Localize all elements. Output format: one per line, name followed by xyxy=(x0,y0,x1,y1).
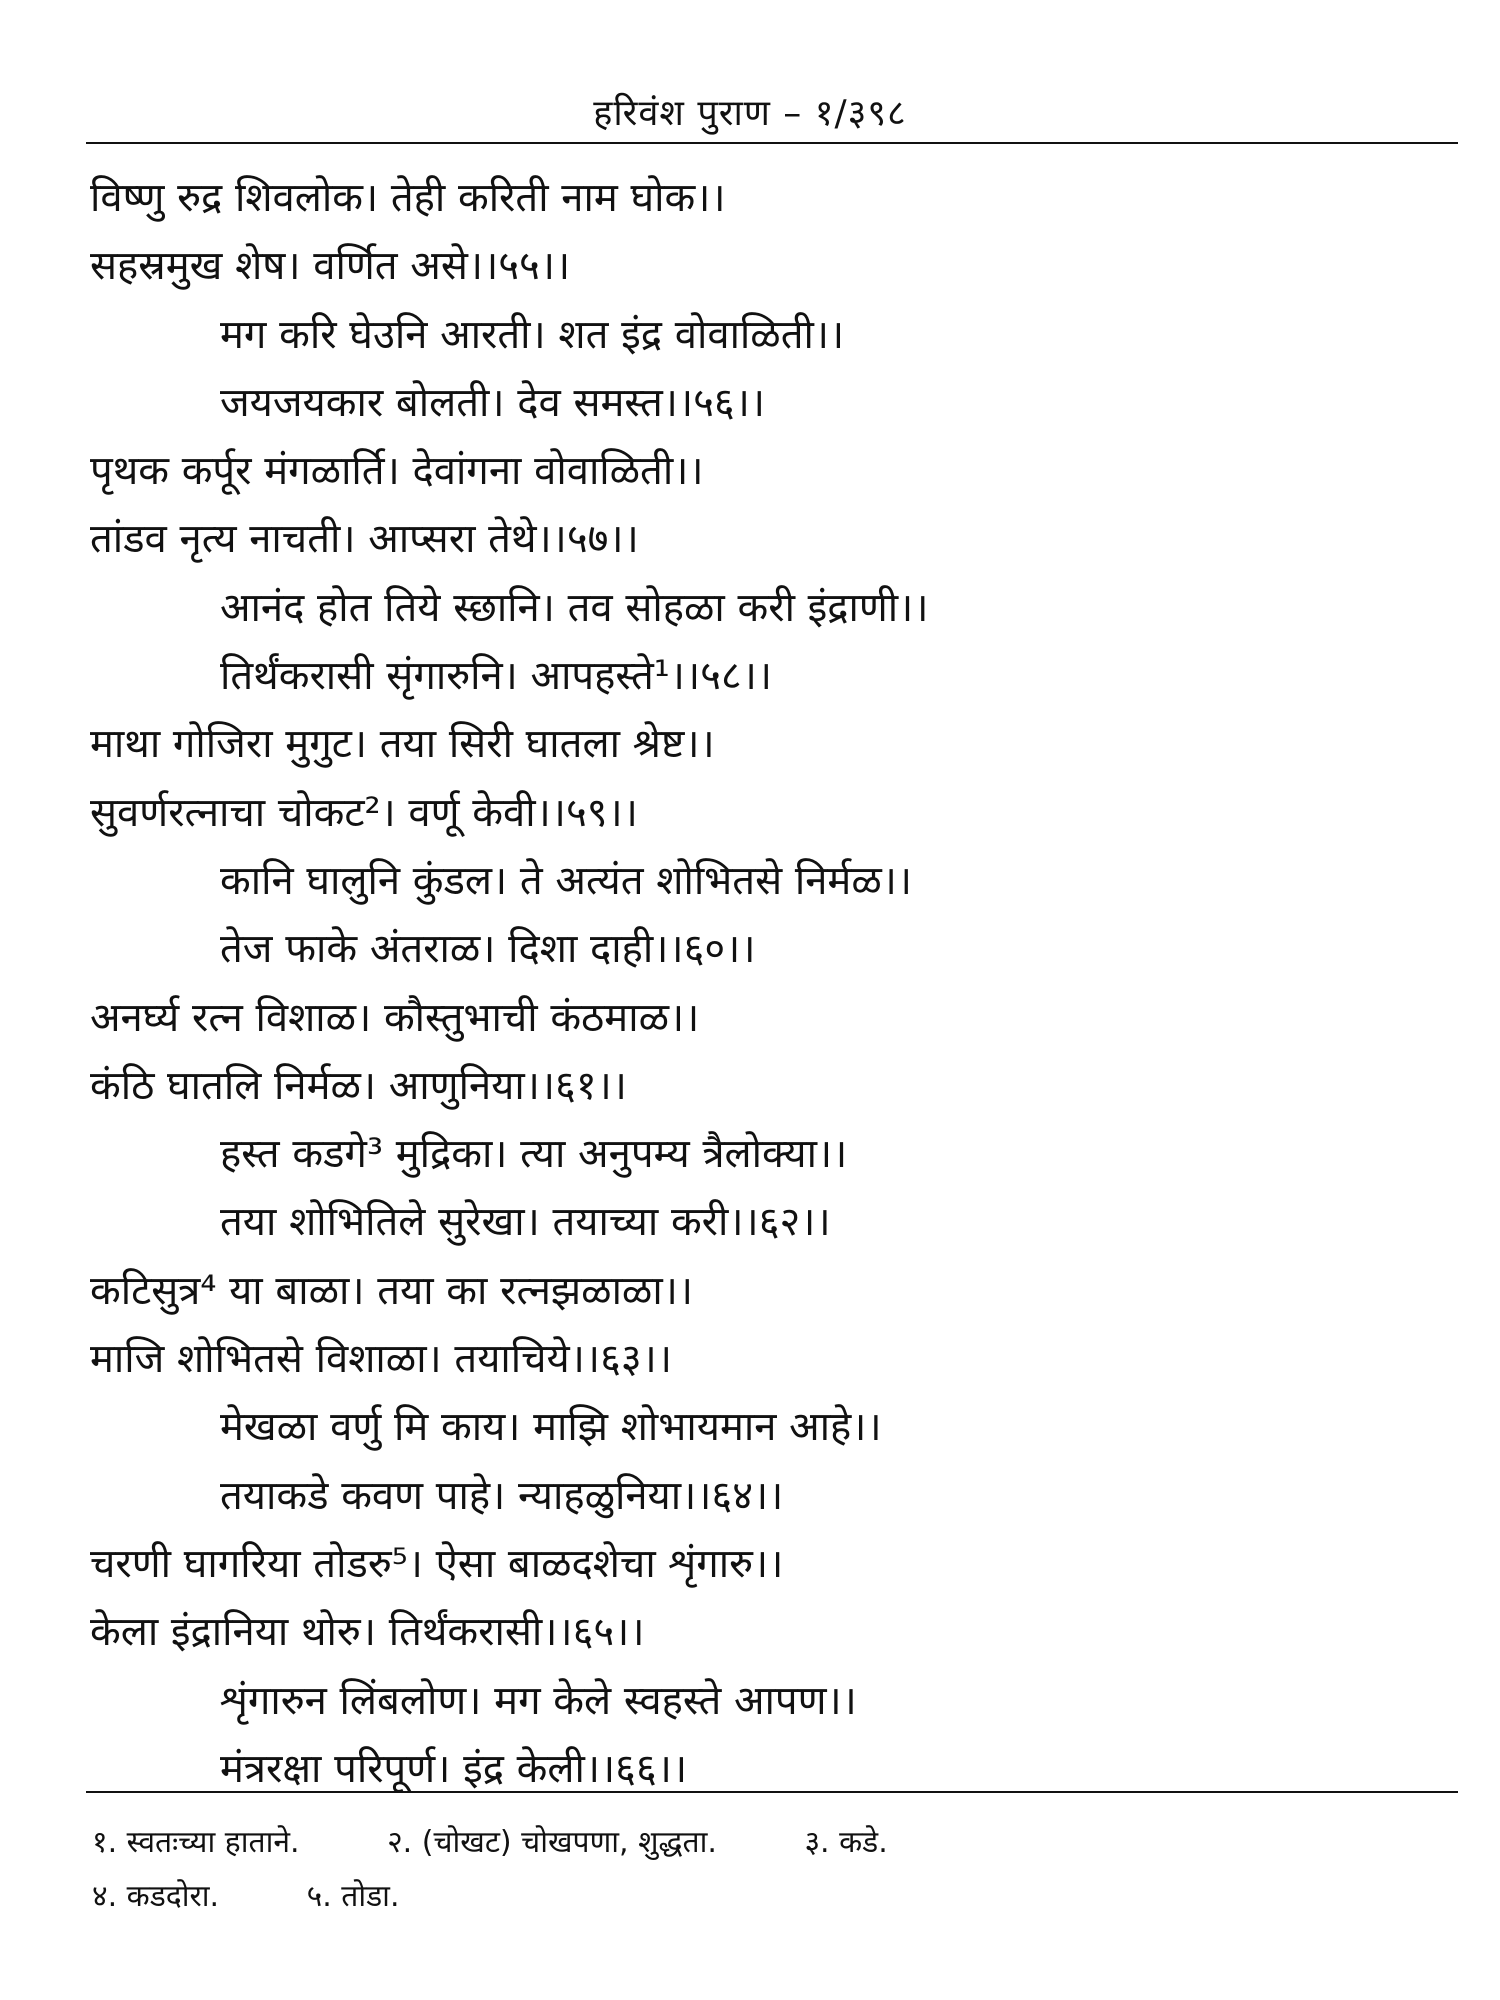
header-divider xyxy=(86,142,1458,144)
footnote-item: २. (चोखट) चोखपणा, शुद्धता. xyxy=(387,1825,717,1860)
verse-line: माथा गोजिरा मुगुट। तया सिरी घातला श्रेष्ट।। xyxy=(90,721,715,768)
verse-line: विष्णु रुद्र शिवलोक। तेही करिती नाम घोक।। xyxy=(90,175,726,221)
verse-line: हस्त कडगे³ मुद्रिका। त्या अनुपम्य त्रैलोक्या।। xyxy=(220,1131,848,1178)
verse-line: मेखळा वर्णु मि काय। माझि शोभायमान आहे।। xyxy=(220,1404,882,1451)
verse-line: आनंद होत तिये स्छानि। तव सोहळा करी इंद्राणी।। xyxy=(220,584,929,631)
verse-line: जयजयकार बोलती। देव समस्त।।५६।। xyxy=(220,379,766,426)
verse-line: कंठि घातलि निर्मळ। आणुनिया।।६१।। xyxy=(90,1062,627,1109)
footnotes xyxy=(92,1816,1452,1924)
verse-line: तयाकडे कवण पाहे। न्याहळुनिया।।६४।। xyxy=(220,1472,784,1519)
footnote-item: ४. कडदोरा. xyxy=(92,1879,220,1914)
footnote-item: ३. कडे. xyxy=(804,1825,888,1860)
verse-block xyxy=(90,164,1450,1803)
verse-line: पृथक कर्पूर मंगळार्ति। देवांगना वोवाळिती।। xyxy=(90,448,704,495)
footnote-divider xyxy=(86,1791,1458,1793)
footnote-row xyxy=(92,1816,1452,1870)
verse-line: अनर्घ्य रत्न विशाळ। कौस्तुभाची कंठमाळ।। xyxy=(90,994,700,1041)
verse-line: माजि शोभितसे विशाळा। तयाचिये।।६३।। xyxy=(90,1336,672,1383)
verse-line: तिर्थंकरासी सृंगारुनि। आपहस्ते¹।।५८।। xyxy=(220,653,773,700)
verse-line: सहस्रमुख शेष। वर्णित असे।।५५।। xyxy=(90,243,571,290)
verse-line: कटिसुत्र⁴ या बाळा। तया का रत्नझळाळा।। xyxy=(90,1267,694,1314)
verse-line: तेज फाके अंतराळ। दिशा दाही।।६०।। xyxy=(220,926,756,973)
running-header: हरिवंश पुराण – १/३९८ xyxy=(593,93,907,134)
footnote-row xyxy=(92,1870,1452,1924)
verse-line: मंत्ररक्षा परिपूर्ण। इंद्र केली।।६६।। xyxy=(220,1745,688,1792)
verse-line: केला इंद्रानिया थोरु। तिर्थंकरासी।।६५।। xyxy=(90,1609,645,1656)
footnote-item: १. स्वतःच्या हाताने. xyxy=(92,1825,300,1860)
verse-line: मग करि घेउनि आरती। शत इंद्र वोवाळिती।। xyxy=(220,311,845,358)
verse-line: चरणी घागरिया तोडरु⁵। ऐसा बाळदशेचा शृंगारु।। xyxy=(90,1540,784,1587)
verse-line: तांडव नृत्य नाचती। आप्सरा तेथे।।५७।। xyxy=(90,516,639,563)
verse-line: सुवर्णरत्नाचा चोकट²। वर्णू केवी।।५९।। xyxy=(90,789,638,836)
verse-line: कानि घालुनि कुंडल। ते अत्यंत शोभितसे निर्मळ।। xyxy=(220,857,913,904)
verse-line: शृंगारुन लिंबलोण। मग केले स्वहस्ते आपण।। xyxy=(220,1677,857,1724)
footnote-item: ५. तोडा. xyxy=(306,1879,400,1914)
verse-line: तया शोभितिले सुरेखा। तयाच्या करी।।६२।। xyxy=(220,1199,831,1246)
